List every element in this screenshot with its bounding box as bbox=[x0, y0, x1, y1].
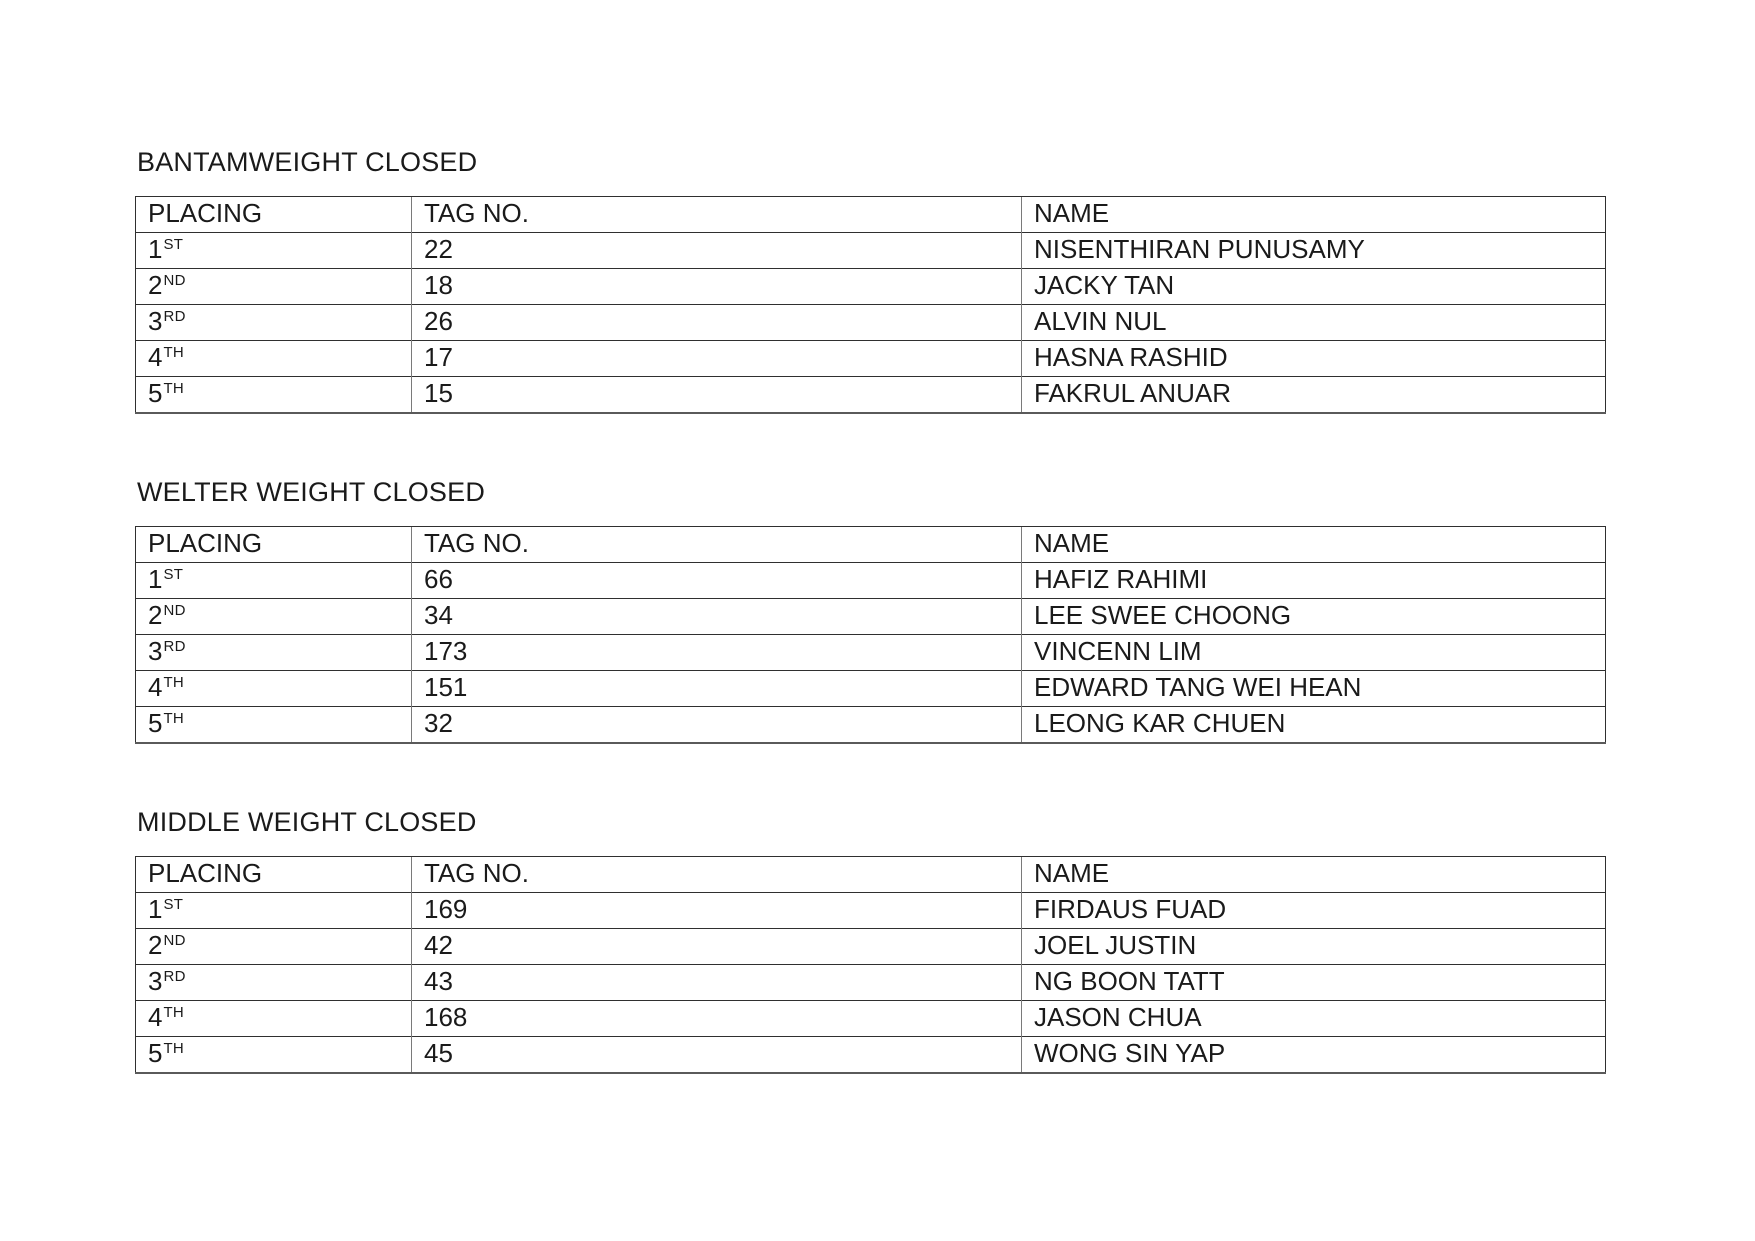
header-row bbox=[136, 857, 1606, 893]
table-row bbox=[136, 965, 1606, 1001]
placing-ordinal-suffix: ST bbox=[163, 566, 184, 583]
column-header-name: NAME bbox=[1022, 197, 1606, 233]
section-title: WELTER WEIGHT CLOSED bbox=[137, 477, 486, 507]
tag-cell: 32 bbox=[412, 707, 1022, 744]
table-row bbox=[136, 233, 1606, 269]
placing-number: 5 bbox=[148, 1038, 163, 1068]
name-cell: NG BOON TATT bbox=[1022, 965, 1606, 1001]
name-cell: ALVIN NUL bbox=[1022, 305, 1606, 341]
placing-cell bbox=[136, 671, 412, 707]
tag-cell: 66 bbox=[412, 563, 1022, 599]
placing-cell bbox=[136, 635, 412, 671]
tag-cell: 15 bbox=[412, 377, 1022, 414]
placing-cell bbox=[136, 1001, 412, 1037]
header-row bbox=[136, 197, 1606, 233]
column-header-placing: PLACING bbox=[136, 527, 412, 563]
name-cell: FAKRUL ANUAR bbox=[1022, 377, 1606, 414]
placing-number: 5 bbox=[148, 708, 163, 738]
tag-cell: 22 bbox=[412, 233, 1022, 269]
table-row bbox=[136, 377, 1606, 414]
placing-ordinal-suffix: ND bbox=[163, 272, 186, 289]
tag-cell: 43 bbox=[412, 965, 1022, 1001]
placing-cell bbox=[136, 707, 412, 744]
table-row bbox=[136, 599, 1606, 635]
tag-cell: 173 bbox=[412, 635, 1022, 671]
placing-ordinal-suffix: TH bbox=[163, 1004, 185, 1021]
name-cell: HASNA RASHID bbox=[1022, 341, 1606, 377]
placing-cell bbox=[136, 1037, 412, 1074]
results-table-bantamweight bbox=[135, 196, 1606, 414]
column-header-tag: TAG NO. bbox=[412, 527, 1022, 563]
name-cell: FIRDAUS FUAD bbox=[1022, 893, 1606, 929]
column-header-name: NAME bbox=[1022, 527, 1606, 563]
results-table-middleweight bbox=[135, 856, 1606, 1074]
name-cell: NISENTHIRAN PUNUSAMY bbox=[1022, 233, 1606, 269]
placing-number: 2 bbox=[148, 270, 163, 300]
tag-cell: 34 bbox=[412, 599, 1022, 635]
table-row bbox=[136, 929, 1606, 965]
table-row bbox=[136, 635, 1606, 671]
table-row bbox=[136, 1037, 1606, 1074]
placing-ordinal-suffix: RD bbox=[163, 308, 186, 325]
placing-cell bbox=[136, 377, 412, 414]
column-header-name: NAME bbox=[1022, 857, 1606, 893]
section-welterweight bbox=[135, 476, 1607, 744]
placing-ordinal-suffix: ST bbox=[163, 896, 184, 913]
name-cell: HAFIZ RAHIMI bbox=[1022, 563, 1606, 599]
placing-number: 2 bbox=[148, 930, 163, 960]
table-row bbox=[136, 269, 1606, 305]
placing-number: 1 bbox=[148, 234, 163, 264]
name-cell: JASON CHUA bbox=[1022, 1001, 1606, 1037]
header-row bbox=[136, 527, 1606, 563]
placing-ordinal-suffix: RD bbox=[163, 968, 186, 985]
section-middleweight bbox=[135, 806, 1607, 1074]
table-row bbox=[136, 893, 1606, 929]
section-title: MIDDLE WEIGHT CLOSED bbox=[137, 807, 477, 837]
section-title: BANTAMWEIGHT CLOSED bbox=[137, 147, 478, 177]
placing-cell bbox=[136, 563, 412, 599]
placing-ordinal-suffix: ND bbox=[163, 602, 186, 619]
name-cell: LEE SWEE CHOONG bbox=[1022, 599, 1606, 635]
column-header-placing: PLACING bbox=[136, 197, 412, 233]
placing-ordinal-suffix: TH bbox=[163, 1040, 185, 1057]
placing-ordinal-suffix: RD bbox=[163, 638, 186, 655]
column-header-placing: PLACING bbox=[136, 857, 412, 893]
column-header-tag: TAG NO. bbox=[412, 197, 1022, 233]
placing-ordinal-suffix: ND bbox=[163, 932, 186, 949]
placing-ordinal-suffix: TH bbox=[163, 710, 185, 727]
placing-number: 1 bbox=[148, 894, 163, 924]
table-row bbox=[136, 671, 1606, 707]
placing-number: 3 bbox=[148, 636, 163, 666]
tag-cell: 17 bbox=[412, 341, 1022, 377]
table-row bbox=[136, 563, 1606, 599]
table-row bbox=[136, 707, 1606, 744]
placing-number: 4 bbox=[148, 342, 163, 372]
tag-cell: 168 bbox=[412, 1001, 1022, 1037]
table-row bbox=[136, 1001, 1606, 1037]
placing-number: 3 bbox=[148, 966, 163, 996]
placing-ordinal-suffix: TH bbox=[163, 344, 185, 361]
placing-cell bbox=[136, 893, 412, 929]
placing-cell bbox=[136, 341, 412, 377]
placing-number: 1 bbox=[148, 564, 163, 594]
placing-number: 5 bbox=[148, 378, 163, 408]
name-cell: JACKY TAN bbox=[1022, 269, 1606, 305]
tag-cell: 169 bbox=[412, 893, 1022, 929]
placing-cell bbox=[136, 233, 412, 269]
table-row bbox=[136, 341, 1606, 377]
placing-ordinal-suffix: TH bbox=[163, 380, 185, 397]
placing-ordinal-suffix: TH bbox=[163, 674, 185, 691]
placing-number: 2 bbox=[148, 600, 163, 630]
placing-ordinal-suffix: ST bbox=[163, 236, 184, 253]
placing-cell bbox=[136, 965, 412, 1001]
placing-cell bbox=[136, 599, 412, 635]
name-cell: EDWARD TANG WEI HEAN bbox=[1022, 671, 1606, 707]
tag-cell: 18 bbox=[412, 269, 1022, 305]
name-cell: LEONG KAR CHUEN bbox=[1022, 707, 1606, 744]
results-table-welterweight bbox=[135, 526, 1606, 744]
tag-cell: 26 bbox=[412, 305, 1022, 341]
placing-cell bbox=[136, 269, 412, 305]
name-cell: WONG SIN YAP bbox=[1022, 1037, 1606, 1074]
name-cell: VINCENN LIM bbox=[1022, 635, 1606, 671]
placing-number: 4 bbox=[148, 1002, 163, 1032]
column-header-tag: TAG NO. bbox=[412, 857, 1022, 893]
placing-number: 3 bbox=[148, 306, 163, 336]
tag-cell: 151 bbox=[412, 671, 1022, 707]
table-row bbox=[136, 305, 1606, 341]
section-bantamweight bbox=[135, 146, 1607, 414]
name-cell: JOEL JUSTIN bbox=[1022, 929, 1606, 965]
placing-cell bbox=[136, 305, 412, 341]
placing-number: 4 bbox=[148, 672, 163, 702]
tag-cell: 42 bbox=[412, 929, 1022, 965]
placing-cell bbox=[136, 929, 412, 965]
tag-cell: 45 bbox=[412, 1037, 1022, 1074]
